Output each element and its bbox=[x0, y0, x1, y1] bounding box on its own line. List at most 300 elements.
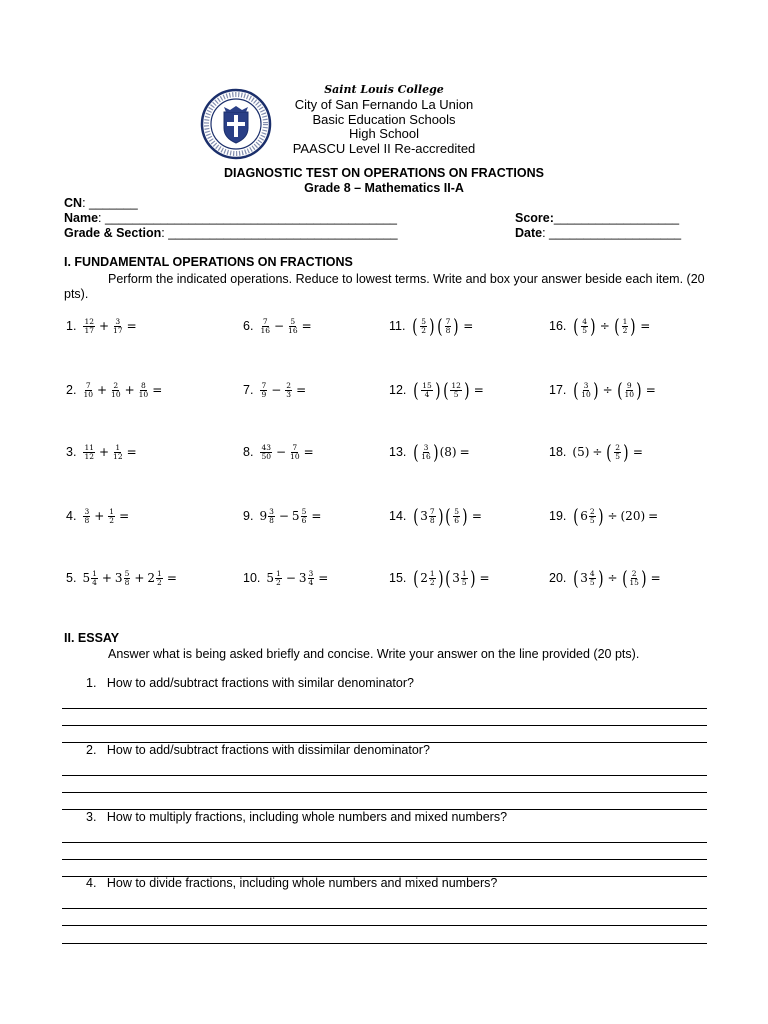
fraction bbox=[421, 382, 433, 399]
parenthesis: ) bbox=[432, 440, 439, 464]
denominator: 2 bbox=[157, 577, 162, 587]
parenthesis: ( bbox=[614, 314, 620, 338]
school-header bbox=[240, 82, 528, 156]
problem-number: 16. bbox=[549, 319, 567, 333]
parenthesis: ( bbox=[413, 504, 420, 528]
fraction bbox=[581, 382, 591, 399]
denominator: 10 bbox=[138, 389, 149, 399]
operator: ÷ bbox=[592, 445, 603, 459]
fraction bbox=[285, 382, 292, 399]
fraction bbox=[113, 444, 123, 461]
section-1-instruction: Perform the indicated operations. Reduce to lowest terms. Write and box your answer beside each item. (20 pts). bbox=[64, 272, 705, 301]
whole-number: 2 bbox=[147, 571, 156, 585]
problem-expression bbox=[82, 570, 179, 587]
problem-item bbox=[66, 437, 140, 467]
score-blank: __________________ bbox=[553, 211, 680, 225]
problem-number: 13. bbox=[389, 445, 407, 459]
problem-number: 5. bbox=[66, 571, 77, 585]
denominator: 6 bbox=[454, 515, 460, 525]
problem-item bbox=[243, 501, 324, 531]
denominator: 5 bbox=[461, 577, 467, 587]
parenthesis: ( bbox=[445, 566, 452, 590]
operator: = bbox=[311, 509, 322, 523]
problem-number: 19. bbox=[549, 509, 567, 523]
problem-item bbox=[549, 437, 646, 467]
answer-line[interactable] bbox=[62, 859, 707, 860]
problem-number: 14. bbox=[389, 509, 407, 523]
problem-expression bbox=[266, 570, 331, 587]
numerator: 7 bbox=[292, 442, 298, 452]
denominator: 9 bbox=[261, 389, 267, 399]
fraction bbox=[429, 570, 436, 587]
fraction bbox=[260, 382, 267, 399]
fraction bbox=[111, 382, 121, 399]
fraction bbox=[113, 318, 123, 335]
name-field[interactable] bbox=[64, 211, 397, 226]
question-text: How to divide fractions, including whole numbers and mixed numbers? bbox=[106, 876, 498, 890]
denominator: 17 bbox=[113, 325, 123, 335]
problem-expression bbox=[572, 568, 663, 588]
parenthesis: ) bbox=[462, 504, 468, 528]
whole-number: (8) bbox=[439, 445, 457, 459]
numerator: 2 bbox=[113, 380, 119, 390]
parenthesis: ( bbox=[412, 314, 419, 338]
operator: = bbox=[126, 319, 137, 333]
grade-section-blank: : _________________________________ bbox=[161, 226, 398, 240]
whole-number: 3 bbox=[298, 571, 307, 585]
problem-number: 17. bbox=[549, 383, 567, 397]
fraction bbox=[83, 318, 95, 335]
parenthesis: ) bbox=[592, 378, 599, 402]
problem-expression bbox=[412, 568, 492, 588]
answer-line[interactable] bbox=[62, 842, 707, 843]
problem-number: 10. bbox=[243, 571, 261, 585]
denominator: 15 bbox=[629, 577, 639, 587]
denominator: 6 bbox=[301, 515, 307, 525]
fraction bbox=[83, 382, 93, 399]
numerator: 12 bbox=[84, 316, 94, 326]
numerator: 9 bbox=[626, 380, 632, 390]
numerator: 1 bbox=[109, 506, 115, 516]
numerator: 5 bbox=[290, 316, 296, 326]
denominator: 2 bbox=[276, 577, 281, 587]
date-field[interactable] bbox=[515, 226, 681, 241]
answer-line[interactable] bbox=[62, 943, 707, 944]
fraction bbox=[83, 444, 95, 461]
numerator: 2 bbox=[589, 506, 595, 516]
whole-number: 9 bbox=[259, 509, 268, 523]
denominator: 10 bbox=[111, 389, 121, 399]
question-text: How to add/subtract fractions with dissimilar denominator? bbox=[106, 743, 430, 757]
fraction bbox=[589, 508, 596, 525]
numerator: 7 bbox=[445, 316, 451, 326]
section-2-heading: II. ESSAY bbox=[64, 631, 120, 645]
numerator: 8 bbox=[141, 380, 146, 390]
answer-line[interactable] bbox=[62, 708, 707, 709]
problem-number: 11. bbox=[389, 319, 406, 333]
numerator: 5 bbox=[124, 568, 130, 578]
problem-number: 1. bbox=[66, 319, 77, 333]
fraction bbox=[614, 444, 621, 461]
operator: + bbox=[98, 445, 110, 459]
problem-item bbox=[66, 501, 132, 531]
denominator: 8 bbox=[429, 515, 435, 525]
header-line-accreditation: PAASCU Level II Re-accredited bbox=[292, 140, 476, 156]
section-2-instruction: Answer what is being asked briefly and concise. Write your answer on the line provided (20 pts). bbox=[108, 647, 640, 661]
problem-item bbox=[243, 437, 317, 467]
test-title-block bbox=[0, 166, 768, 196]
cn-blank: : _______ bbox=[82, 196, 138, 210]
problem-expression bbox=[259, 508, 324, 525]
parenthesis: ( bbox=[621, 566, 628, 590]
fraction bbox=[260, 318, 270, 335]
denominator: 2 bbox=[429, 577, 435, 587]
problem-expression bbox=[412, 506, 485, 526]
name-blank: : __________________________________________ bbox=[98, 211, 397, 225]
date-blank: : ___________________ bbox=[542, 226, 682, 240]
problem-expression bbox=[412, 380, 486, 400]
numerator: 7 bbox=[85, 380, 91, 390]
denominator: 10 bbox=[624, 389, 634, 399]
fraction bbox=[124, 570, 131, 587]
operator: + bbox=[96, 383, 108, 397]
numerator: 1 bbox=[92, 568, 97, 578]
operator: = bbox=[301, 319, 312, 333]
numerator: 1 bbox=[115, 442, 121, 452]
numerator: 1 bbox=[461, 568, 467, 578]
fraction bbox=[260, 444, 272, 461]
parenthesis: ( bbox=[573, 566, 580, 590]
parenthesis: ( bbox=[413, 566, 420, 590]
fraction bbox=[156, 570, 163, 587]
parenthesis: ) bbox=[597, 566, 604, 590]
parenthesis: ) bbox=[469, 566, 476, 590]
fraction bbox=[290, 444, 300, 461]
problem-number: 6. bbox=[243, 319, 254, 333]
name-label: Name bbox=[64, 211, 99, 225]
operator: ÷ bbox=[602, 383, 613, 397]
operator: = bbox=[166, 571, 177, 585]
problem-expression bbox=[572, 316, 653, 336]
problem-item bbox=[66, 311, 140, 341]
operator: = bbox=[463, 319, 474, 333]
parenthesis: ) bbox=[437, 504, 444, 528]
numerator: 11 bbox=[84, 442, 94, 452]
essay-question-1 bbox=[86, 676, 414, 691]
problem-expression bbox=[259, 444, 316, 461]
problem-expression bbox=[82, 382, 165, 399]
problem-item bbox=[66, 375, 165, 405]
parenthesis: ( bbox=[437, 314, 443, 338]
problem-item bbox=[389, 563, 493, 593]
denominator: 10 bbox=[581, 389, 591, 399]
denominator: 4 bbox=[308, 577, 314, 587]
denominator: 16 bbox=[421, 451, 431, 461]
numerator: 1 bbox=[157, 568, 162, 578]
operator: + bbox=[134, 571, 145, 585]
fraction bbox=[622, 318, 629, 335]
fraction bbox=[275, 570, 282, 587]
operator: − bbox=[278, 509, 289, 523]
parenthesis: ) bbox=[590, 314, 596, 338]
problem-number: 12. bbox=[389, 383, 407, 397]
denominator: 5 bbox=[453, 389, 459, 399]
numerator: 3 bbox=[84, 506, 90, 516]
parenthesis: ( bbox=[606, 440, 613, 464]
numerator: 2 bbox=[631, 568, 637, 578]
operator: + bbox=[101, 571, 112, 585]
whole-number: 6 bbox=[580, 509, 588, 523]
essay-question-3 bbox=[86, 810, 507, 825]
score-field[interactable] bbox=[515, 211, 679, 226]
numerator: 1 bbox=[622, 316, 628, 326]
fraction bbox=[139, 382, 149, 399]
fraction bbox=[589, 570, 596, 587]
denominator: 3 bbox=[286, 389, 292, 399]
numerator: 4 bbox=[582, 316, 587, 326]
whole-number: 5 bbox=[82, 571, 91, 585]
question-number: 2. bbox=[86, 743, 97, 757]
problem-number: 4. bbox=[66, 509, 77, 523]
denominator: 17 bbox=[84, 325, 94, 335]
denominator: 8 bbox=[269, 515, 274, 525]
header-line-level: High School bbox=[348, 126, 420, 141]
parenthesis: ) bbox=[453, 314, 460, 338]
operator: = bbox=[640, 319, 651, 333]
problem-item bbox=[549, 311, 653, 341]
operator: + bbox=[94, 509, 105, 523]
problem-expression bbox=[259, 318, 314, 335]
operator: = bbox=[471, 509, 482, 523]
numerator: 2 bbox=[286, 380, 292, 390]
numerator: 4 bbox=[589, 568, 595, 578]
problem-expression bbox=[412, 442, 472, 462]
fraction bbox=[308, 570, 315, 587]
problem-expression bbox=[82, 444, 139, 461]
cn-label: CN bbox=[64, 196, 83, 210]
problem-number: 8. bbox=[243, 445, 254, 459]
operator: = bbox=[318, 571, 329, 585]
operator: − bbox=[285, 571, 296, 585]
answer-line[interactable] bbox=[62, 908, 707, 909]
operator: + bbox=[98, 319, 110, 333]
problem-expression bbox=[572, 380, 658, 400]
parenthesis: ) bbox=[636, 378, 642, 402]
parenthesis: ) bbox=[641, 566, 647, 590]
whole-number: (20) bbox=[620, 509, 646, 523]
problem-item bbox=[243, 311, 315, 341]
operator: = bbox=[632, 445, 643, 459]
fraction bbox=[91, 570, 98, 587]
parenthesis: ( bbox=[413, 378, 420, 402]
fraction bbox=[268, 508, 275, 525]
fraction bbox=[453, 508, 460, 525]
operator: = bbox=[296, 383, 307, 397]
answer-line[interactable] bbox=[62, 792, 707, 793]
numerator: 2 bbox=[615, 442, 621, 452]
problem-item bbox=[243, 563, 331, 593]
question-number: 4. bbox=[86, 876, 97, 890]
problem-expression bbox=[411, 316, 476, 336]
college-name: Saint Louis College bbox=[324, 83, 444, 96]
fraction bbox=[421, 444, 431, 461]
question-number: 1. bbox=[86, 676, 97, 690]
problem-item bbox=[389, 501, 485, 531]
whole-number: 3 bbox=[420, 509, 428, 523]
test-subtitle: Grade 8 – Mathematics II-A bbox=[304, 181, 464, 195]
numerator: 3 bbox=[115, 316, 121, 326]
problem-item bbox=[66, 563, 180, 593]
problem-expression bbox=[259, 382, 309, 399]
fraction bbox=[429, 508, 436, 525]
answer-line[interactable] bbox=[62, 925, 707, 926]
problem-item bbox=[549, 501, 661, 531]
operator: ÷ bbox=[607, 571, 618, 585]
denominator: 5 bbox=[589, 577, 595, 587]
operator: = bbox=[473, 383, 484, 397]
problem-number: 20. bbox=[549, 571, 567, 585]
numerator: 3 bbox=[308, 568, 314, 578]
numerator: 3 bbox=[269, 506, 274, 516]
denominator: 10 bbox=[290, 451, 300, 461]
numerator: 5 bbox=[301, 506, 307, 516]
parenthesis: ( bbox=[573, 504, 580, 528]
operator: = bbox=[648, 509, 659, 523]
operator: = bbox=[303, 445, 314, 459]
denominator: 5 bbox=[615, 451, 621, 461]
essay-question-4 bbox=[86, 876, 497, 891]
section-1-heading: I. FUNDAMENTAL OPERATIONS ON FRACTIONS bbox=[64, 255, 353, 269]
operator: ÷ bbox=[599, 319, 610, 333]
operator: − bbox=[275, 445, 287, 459]
fraction bbox=[445, 318, 452, 335]
answer-line[interactable] bbox=[62, 775, 707, 776]
whole-number: (5) bbox=[572, 445, 590, 459]
parenthesis: ( bbox=[616, 378, 623, 402]
problem-number: 9. bbox=[243, 509, 254, 523]
numerator: 12 bbox=[451, 380, 461, 390]
cn-field[interactable] bbox=[64, 196, 138, 211]
fraction bbox=[581, 318, 588, 335]
test-title: DIAGNOSTIC TEST ON OPERATIONS ON FRACTIONS bbox=[224, 166, 544, 180]
operator: − bbox=[271, 383, 282, 397]
problem-item bbox=[243, 375, 309, 405]
numerator: 15 bbox=[422, 380, 432, 390]
problem-expression bbox=[82, 508, 132, 525]
operator: = bbox=[126, 445, 137, 459]
whole-number: 2 bbox=[420, 571, 428, 585]
operator: − bbox=[273, 319, 285, 333]
whole-number: 3 bbox=[580, 571, 588, 585]
problem-number: 15. bbox=[389, 571, 407, 585]
denominator: 12 bbox=[113, 451, 123, 461]
date-label: Date bbox=[515, 226, 543, 240]
header-line-city: City of San Fernando La Union bbox=[294, 97, 474, 112]
numerator: 3 bbox=[583, 380, 589, 390]
operator: ÷ bbox=[607, 509, 618, 523]
parenthesis: ) bbox=[464, 378, 470, 402]
denominator: 8 bbox=[445, 325, 451, 335]
fraction bbox=[108, 508, 115, 525]
numerator: 5 bbox=[421, 316, 427, 326]
problem-number: 18. bbox=[549, 445, 567, 459]
header-line-division: Basic Education Schools bbox=[312, 111, 456, 127]
parenthesis: ) bbox=[437, 566, 444, 590]
operator: = bbox=[119, 509, 130, 523]
denominator: 2 bbox=[109, 515, 115, 525]
denominator: 4 bbox=[92, 577, 97, 587]
grade-section-label: Grade & Section bbox=[64, 226, 162, 240]
question-text: How to multiply fractions, including whole numbers and mixed numbers? bbox=[106, 810, 508, 824]
parenthesis: ) bbox=[434, 378, 441, 402]
whole-number: 5 bbox=[291, 509, 300, 523]
operator: = bbox=[650, 571, 661, 585]
numerator: 7 bbox=[429, 506, 435, 516]
denominator: 2 bbox=[622, 325, 628, 335]
question-number: 3. bbox=[86, 810, 97, 824]
parenthesis: ) bbox=[630, 314, 637, 338]
numerator: 43 bbox=[261, 442, 271, 452]
fraction bbox=[288, 318, 298, 335]
problem-item bbox=[389, 437, 473, 467]
score-label: Score: bbox=[515, 211, 554, 225]
fraction bbox=[420, 318, 427, 335]
question-text: How to add/subtract fractions with similar denominator? bbox=[106, 676, 414, 690]
denominator: 5 bbox=[582, 325, 587, 335]
grade-section-field[interactable] bbox=[64, 226, 398, 241]
parenthesis: ( bbox=[445, 504, 452, 528]
operator: = bbox=[479, 571, 490, 585]
fraction bbox=[83, 508, 90, 525]
numerator: 5 bbox=[454, 506, 460, 516]
fraction bbox=[629, 570, 639, 587]
numerator: 7 bbox=[261, 380, 267, 390]
problem-item bbox=[389, 375, 487, 405]
parenthesis: ) bbox=[623, 440, 629, 464]
essay-question-2 bbox=[86, 743, 430, 758]
whole-number: 5 bbox=[266, 571, 275, 585]
parenthesis: ( bbox=[573, 378, 580, 402]
denominator: 16 bbox=[288, 325, 298, 335]
fraction bbox=[624, 382, 634, 399]
problem-expression bbox=[82, 318, 139, 335]
denominator: 10 bbox=[83, 389, 93, 399]
problem-number: 7. bbox=[243, 383, 254, 397]
numerator: 7 bbox=[262, 316, 268, 326]
parenthesis: ) bbox=[597, 504, 604, 528]
parenthesis: ( bbox=[573, 314, 580, 338]
denominator: 8 bbox=[84, 515, 90, 525]
problem-number: 3. bbox=[66, 445, 77, 459]
denominator: 50 bbox=[261, 451, 271, 461]
answer-line[interactable] bbox=[62, 725, 707, 726]
numerator: 1 bbox=[276, 568, 281, 578]
fraction bbox=[301, 508, 308, 525]
problem-expression bbox=[572, 442, 646, 462]
whole-number: 3 bbox=[452, 571, 460, 585]
parenthesis: ( bbox=[442, 378, 449, 402]
fraction bbox=[461, 570, 468, 587]
whole-number: 3 bbox=[114, 571, 123, 585]
problem-item bbox=[549, 375, 659, 405]
denominator: 12 bbox=[84, 451, 94, 461]
problem-expression bbox=[572, 506, 661, 526]
operator: = bbox=[459, 445, 470, 459]
fraction bbox=[450, 382, 462, 399]
problem-item bbox=[389, 311, 476, 341]
operator: = bbox=[152, 383, 163, 397]
problem-item bbox=[549, 563, 664, 593]
